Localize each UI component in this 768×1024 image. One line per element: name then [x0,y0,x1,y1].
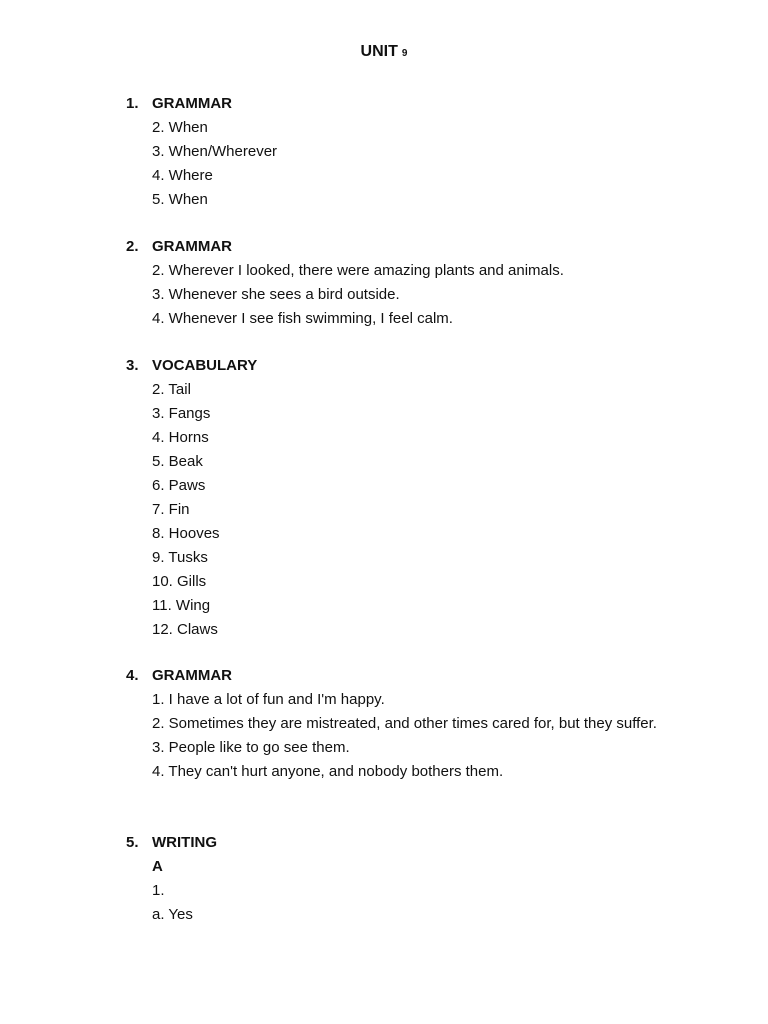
section-1-grammar [126,92,686,212]
answer-list [126,116,686,212]
section-title: WRITING [152,834,217,851]
answer-item: 11. Wing [152,597,211,614]
section-title: VOCABULARY [152,357,258,374]
answer-item: 5. When [152,191,208,208]
answer-list [126,688,686,784]
section-number: 2. [126,238,139,255]
section-heading [126,235,686,259]
section-4-grammar [126,664,686,784]
answer-item: a. Yes [152,906,193,923]
answer-item: 9. Tusks [152,549,208,566]
answer-item: 10. Gills [152,573,207,590]
answer-item: 2. Wherever I looked, there were amazing plants and animals. [152,262,564,279]
section-number: 1. [126,95,139,112]
page-title [0,40,768,66]
answer-item: 4. Where [152,167,213,184]
section-2-grammar [126,235,686,331]
title-unit-number: 9 [401,48,408,59]
answer-item: 7. Fin [152,501,190,518]
answer-list [126,259,686,331]
answer-item: 4. They can't hurt anyone, and nobody bothers them. [152,763,504,780]
section-number: 4. [126,667,139,684]
section-number: 3. [126,357,139,374]
section-heading [126,831,686,855]
section-heading [126,354,686,378]
answer-item: 8. Hooves [152,525,220,542]
section-title: GRAMMAR [152,95,232,112]
answer-item: 12. Claws [152,621,218,638]
answer-item: 4. Horns [152,429,209,446]
answer-list [126,855,686,927]
section-title: GRAMMAR [152,667,232,684]
answer-list [126,378,686,642]
section-number: 5. [126,834,139,851]
section-title: GRAMMAR [152,238,232,255]
section-heading [126,92,686,116]
answer-item: 6. Paws [152,477,206,494]
answer-item: 2. Tail [152,381,191,398]
answer-item: 3. Fangs [152,405,211,422]
answer-item: 4. Whenever I see fish swimming, I feel calm. [152,310,453,327]
answer-item: 3. Whenever she sees a bird outside. [152,286,400,303]
subsection-heading: A [152,858,163,875]
answer-item: 5. Beak [152,453,203,470]
section-heading [126,664,686,688]
answer-item: 2. When [152,119,208,136]
title-text: UNIT [360,43,398,60]
answer-item: 2. Sometimes they are mistreated, and other times cared for, but they suffer. [152,715,657,732]
answer-item: 1. I have a lot of fun and I'm happy. [152,691,385,708]
answer-item: 3. When/Wherever [152,143,278,160]
answer-item: 1. [152,882,165,899]
section-3-vocabulary [126,354,686,642]
section-5-writing [126,831,686,927]
answer-item: 3. People like to go see them. [152,739,350,756]
